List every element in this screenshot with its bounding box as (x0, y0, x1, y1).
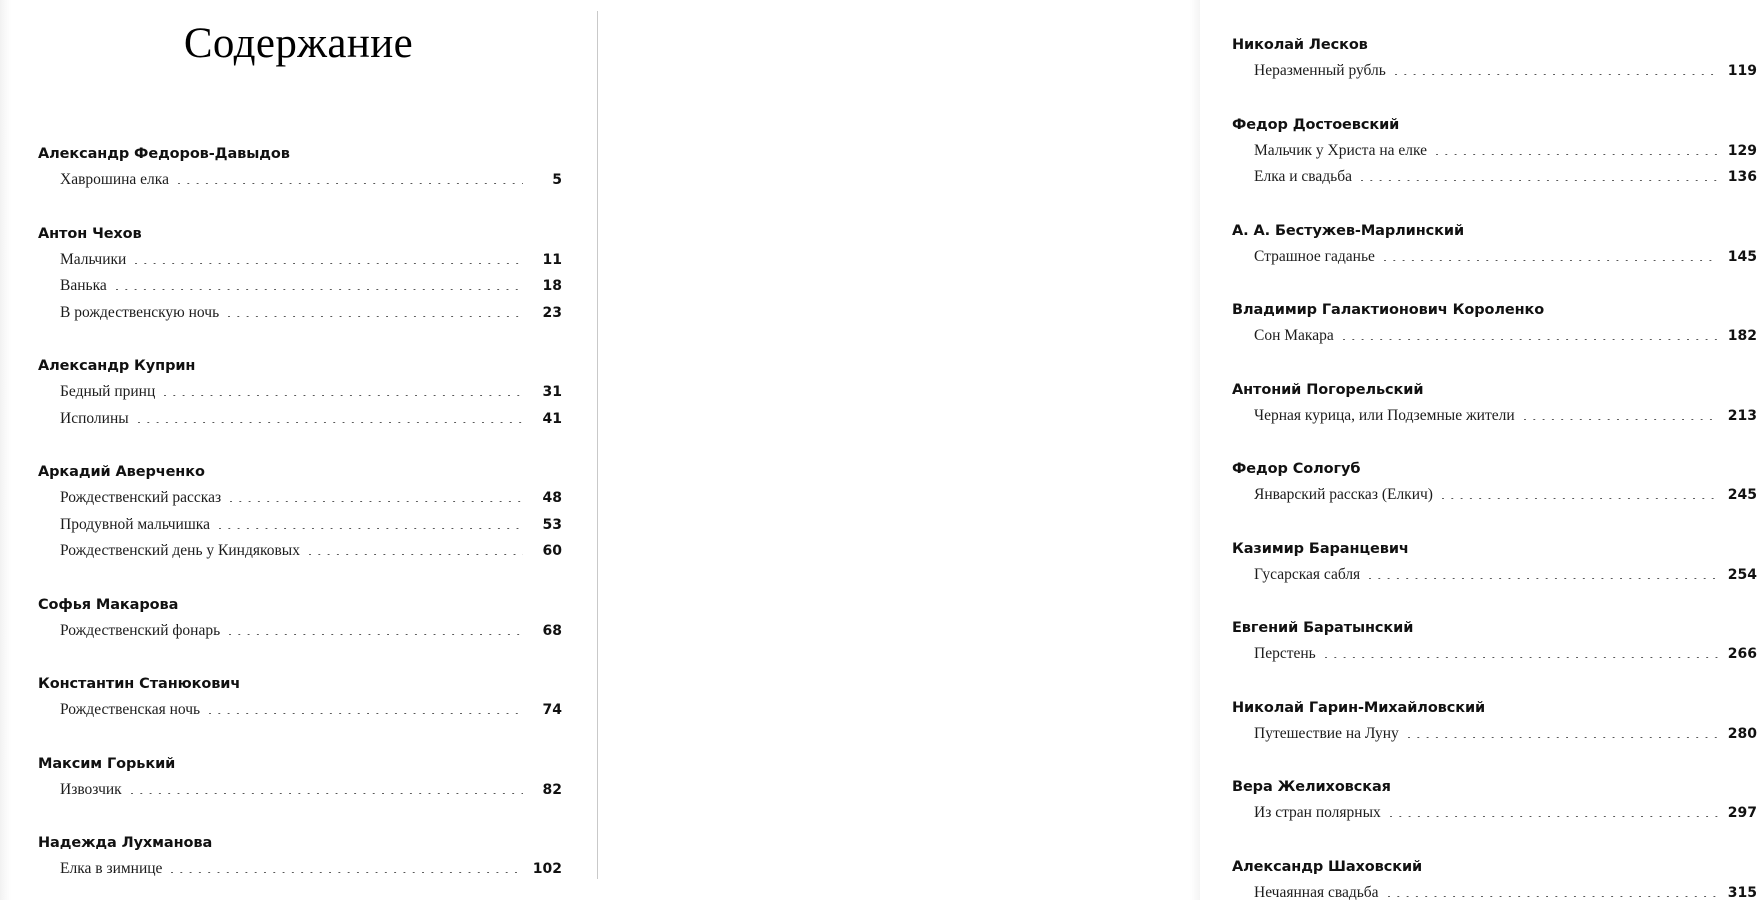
toc-entry-page-number: 280 (1722, 722, 1757, 748)
toc-entry-page-number: 60 (527, 539, 562, 565)
toc-entry-title: Бедный принц (60, 379, 164, 405)
toc-entry[interactable] (1254, 403, 1757, 430)
toc-entry[interactable] (60, 538, 562, 565)
toc-entry-page-number: 68 (527, 619, 562, 645)
toc-entry-page-number: 31 (527, 380, 562, 406)
leader-dots (1395, 74, 1718, 75)
author-group (1232, 112, 1757, 191)
author-name: Казимир Баранцевич (1232, 536, 1757, 562)
toc-entry-title: Путешествие на Луну (1254, 721, 1408, 747)
toc-entry[interactable] (60, 856, 562, 883)
toc-entry[interactable] (60, 697, 562, 724)
author-group (1232, 695, 1757, 748)
toc-entry-page-number: 136 (1722, 165, 1757, 191)
toc-entry-title: Елка и свадьба (1254, 164, 1361, 190)
leader-dots (116, 289, 523, 290)
author-group (1232, 32, 1757, 85)
toc-entry-title: Рождественский рассказ (60, 485, 230, 511)
toc-entry[interactable] (1254, 721, 1757, 748)
toc-entry-title: Рождественский фонарь (60, 618, 229, 644)
toc-entry[interactable] (60, 167, 562, 194)
leader-dots (1361, 180, 1718, 181)
author-group (1232, 615, 1757, 668)
leader-dots (309, 554, 523, 555)
toc-entry[interactable] (1254, 641, 1757, 668)
leader-dots (1384, 260, 1718, 261)
page-title: Содержание (0, 19, 597, 68)
leader-dots (209, 713, 523, 714)
toc-entry-page-number: 182 (1722, 324, 1757, 350)
author-name: Софья Макарова (38, 592, 562, 618)
author-name: Федор Достоевский (1232, 112, 1757, 138)
author-name: Николай Гарин-Михайловский (1232, 695, 1757, 721)
toc-entry-title: Рождественская ночь (60, 697, 209, 723)
author-group (38, 221, 562, 327)
author-name: Аркадий Аверченко (38, 459, 562, 485)
author-group (38, 141, 562, 194)
toc-entry-page-number: 145 (1722, 245, 1757, 271)
toc-entry-page-number: 5 (527, 168, 562, 194)
leader-dots (1388, 896, 1718, 897)
author-group (38, 592, 562, 645)
toc-entry-page-number: 23 (527, 301, 562, 327)
author-group (38, 830, 562, 883)
toc-entry-title: Гусарская сабля (1254, 562, 1369, 588)
author-name: Надежда Лухманова (38, 830, 562, 856)
toc-entry-page-number: 11 (527, 248, 562, 274)
toc-entry[interactable] (1254, 880, 1757, 906)
author-name: Антоний Погорельский (1232, 377, 1757, 403)
author-group (1232, 218, 1757, 271)
toc-entry-page-number: 297 (1722, 801, 1757, 827)
author-group (38, 751, 562, 804)
toc-entry-title: Из стран полярных (1254, 800, 1390, 826)
author-group (1232, 774, 1757, 827)
leader-dots (138, 422, 523, 423)
toc-entry[interactable] (60, 247, 562, 274)
toc-entry-title: Январский рассказ (Елкич) (1254, 482, 1442, 508)
author-group (1232, 377, 1757, 430)
toc-entry-title: Елка в зимнице (60, 856, 171, 882)
toc-entry-title: Нечаянная свадьба (1254, 880, 1388, 906)
leader-dots (135, 263, 523, 264)
toc-list-left (38, 141, 562, 883)
toc-entry-page-number: 266 (1722, 642, 1757, 668)
leader-dots (1325, 657, 1718, 658)
toc-entry-title: Неразменный рубль (1254, 58, 1395, 84)
leader-dots (1390, 816, 1718, 817)
leader-dots (171, 872, 523, 873)
leader-dots (230, 501, 523, 502)
toc-page-left (0, 0, 597, 900)
author-group (1232, 536, 1757, 589)
author-name: Александр Федоров-Давыдов (38, 141, 562, 167)
author-group (38, 459, 562, 565)
author-name: Вера Желиховская (1232, 774, 1757, 800)
toc-entry-page-number: 41 (527, 407, 562, 433)
author-name: Максим Горький (38, 751, 562, 777)
leader-dots (1343, 339, 1718, 340)
toc-entry-title: Рождественский день у Киндяковых (60, 538, 309, 564)
toc-entry[interactable] (1254, 164, 1757, 191)
toc-entry-title: Мальчики (60, 247, 135, 273)
toc-entry-page-number: 53 (527, 513, 562, 539)
author-name: Евгений Баратынский (1232, 615, 1757, 641)
leader-dots (1408, 737, 1718, 738)
toc-entry-title: Перстень (1254, 641, 1325, 667)
leader-dots (229, 634, 523, 635)
toc-entry[interactable] (60, 777, 562, 804)
toc-entry[interactable] (1254, 138, 1757, 165)
author-group (38, 353, 562, 432)
author-name: Александр Шаховский (1232, 854, 1757, 880)
toc-entry-title: Продувной мальчишка (60, 512, 219, 538)
toc-entry-page-number: 119 (1722, 59, 1757, 85)
author-group (1232, 854, 1757, 906)
leader-dots (1436, 154, 1718, 155)
toc-entry-page-number: 245 (1722, 483, 1757, 509)
toc-entry[interactable] (60, 406, 562, 433)
toc-page-right (597, 0, 1200, 900)
toc-entry-page-number: 254 (1722, 563, 1757, 589)
leader-dots (178, 183, 523, 184)
toc-entry-title: Страшное гаданье (1254, 244, 1384, 270)
leader-dots (219, 528, 523, 529)
toc-entry-page-number: 213 (1722, 404, 1757, 430)
leader-dots (1369, 578, 1718, 579)
toc-entry[interactable] (60, 379, 562, 406)
author-group (38, 671, 562, 724)
leader-dots (228, 316, 523, 317)
toc-entry-page-number: 48 (527, 486, 562, 512)
toc-entry-title: В рождественскую ночь (60, 300, 228, 326)
toc-entry-page-number: 18 (527, 274, 562, 300)
toc-entry-page-number: 74 (527, 698, 562, 724)
author-name: Антон Чехов (38, 221, 562, 247)
toc-list-right (1232, 32, 1757, 906)
toc-entry-title: Сон Макара (1254, 323, 1343, 349)
toc-entry[interactable] (60, 300, 562, 327)
toc-entry[interactable] (1254, 800, 1757, 827)
author-group (1232, 297, 1757, 350)
toc-entry-title: Черная курица, или Подземные жители (1254, 403, 1524, 429)
leader-dots (164, 395, 523, 396)
toc-entry-page-number: 129 (1722, 139, 1757, 165)
toc-entry[interactable] (60, 618, 562, 645)
toc-entry[interactable] (1254, 482, 1757, 509)
toc-entry[interactable] (60, 273, 562, 300)
toc-entry[interactable] (1254, 562, 1757, 589)
leader-dots (131, 793, 523, 794)
author-name: Константин Станюкович (38, 671, 562, 697)
gutter-divider (597, 11, 598, 879)
toc-entry-title: Извозчик (60, 777, 131, 803)
author-name: А. А. Бестужев-Марлинский (1232, 218, 1757, 244)
toc-entry-title: Хаврошина елка (60, 167, 178, 193)
toc-entry[interactable] (60, 512, 562, 539)
toc-entry-page-number: 82 (527, 778, 562, 804)
toc-entry[interactable] (1254, 244, 1757, 271)
author-group (1232, 456, 1757, 509)
toc-entry[interactable] (60, 485, 562, 512)
toc-entry-title: Ванька (60, 273, 116, 299)
toc-entry-title: Мальчик у Христа на елке (1254, 138, 1436, 164)
toc-entry-page-number: 102 (527, 857, 562, 883)
toc-entry[interactable] (1254, 58, 1757, 85)
toc-entry[interactable] (1254, 323, 1757, 350)
leader-dots (1524, 419, 1718, 420)
toc-entry-title: Исполины (60, 406, 138, 432)
leader-dots (1442, 498, 1718, 499)
author-name: Александр Куприн (38, 353, 562, 379)
author-name: Николай Лесков (1232, 32, 1757, 58)
author-name: Владимир Галактионович Короленко (1232, 297, 1757, 323)
author-name: Федор Сологуб (1232, 456, 1757, 482)
toc-entry-page-number: 315 (1722, 881, 1757, 906)
